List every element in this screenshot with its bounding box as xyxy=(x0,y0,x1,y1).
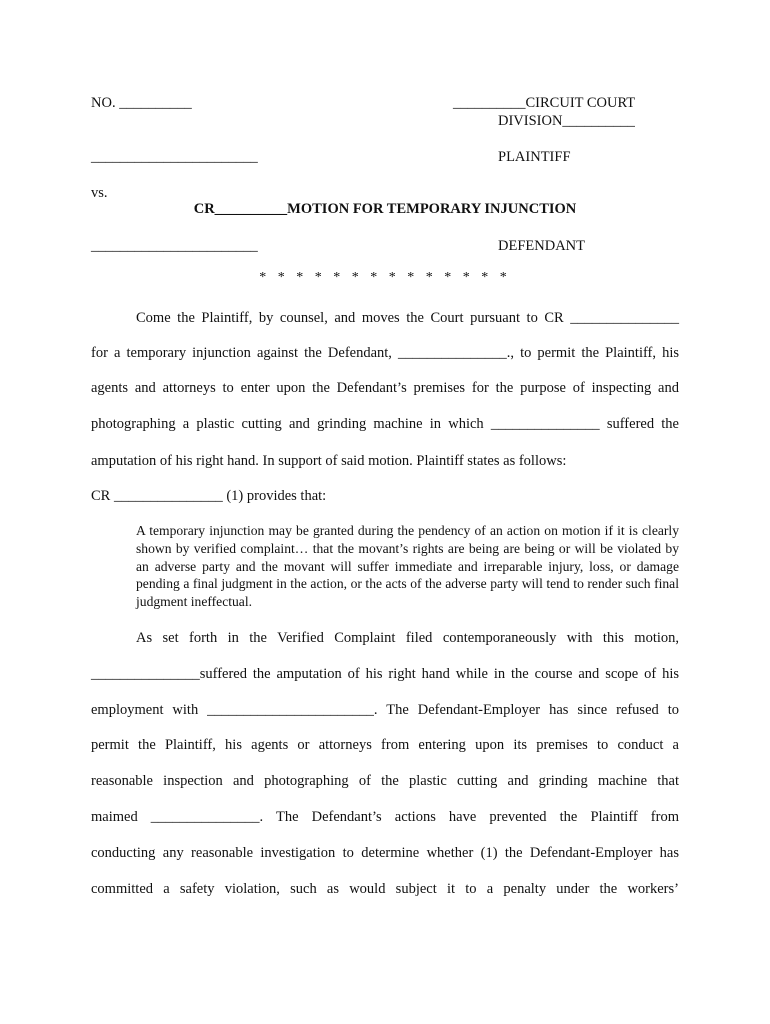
para2-line-2: _______________suffered the amputation of his right hand while in the course and scope of his xyxy=(91,666,679,682)
division: DIVISION__________ xyxy=(498,113,635,129)
defendant-label: DEFENDANT xyxy=(498,238,585,254)
cr-provision-line: CR _______________ (1) provides that: xyxy=(91,488,327,504)
versus: vs. xyxy=(91,185,108,201)
para2-line-7: conducting any reasonable investigation to determine whether (1) the Defendant-Employer has xyxy=(91,845,679,861)
para2-line-6: maimed _______________. The Defendant’s actions have prevented the Plaintiff from xyxy=(91,809,679,825)
para2-line-8: committed a safety violation, such as would subject it to a penalty under the workers’ xyxy=(91,881,679,897)
para2-line-5: reasonable inspection and photographing of the plastic cutting and grinding machine that xyxy=(91,773,679,789)
para1-line-2: for a temporary injunction against the Defendant, _______________., to permit the Plaintiff, his xyxy=(91,345,679,361)
para1-line-4: photographing a plastic cutting and grinding machine in which _______________ suffered the xyxy=(91,416,679,432)
para2-line-1: As set forth in the Verified Complaint filed contemporaneously with this motion, xyxy=(136,630,679,646)
circuit-court: __________CIRCUIT COURT xyxy=(453,95,636,111)
para1-line-3: agents and attorneys to enter upon the Defendant’s premises for the purpose of inspecting and xyxy=(91,380,679,396)
defendant-blank: _______________________ xyxy=(91,238,258,254)
para1-line-1: Come the Plaintiff, by counsel, and moves the Court pursuant to CR _______________ xyxy=(136,310,679,326)
plaintiff-label: PLAINTIFF xyxy=(498,149,571,165)
separator-stars: * * * * * * * * * * * * * * xyxy=(259,270,511,285)
para1-line-5: amputation of his right hand. In support of said motion. Plaintiff states as follows: xyxy=(91,453,567,469)
plaintiff-blank: _______________________ xyxy=(91,149,258,165)
motion-title: CR__________MOTION FOR TEMPORARY INJUNCTION xyxy=(193,201,577,217)
para2-line-4: permit the Plaintiff, his agents or attorneys from entering upon its premises to conduct a xyxy=(91,737,679,753)
case-number: NO. __________ xyxy=(91,95,192,111)
block-quote: A temporary injunction may be granted during the pendency of an action on motion if it is clearly shown by verified complaint… that the movant’s rights are being are being or will be violated by an adverse party and the movant will suffer immediate and irreparable injury, loss, or damage pending a final judgment in the action, or the acts of the adverse party will tend to render such final judgment ineffectual. xyxy=(136,523,679,610)
para2-line-3: employment with _______________________. The Defendant-Employer has since refused to xyxy=(91,702,679,718)
